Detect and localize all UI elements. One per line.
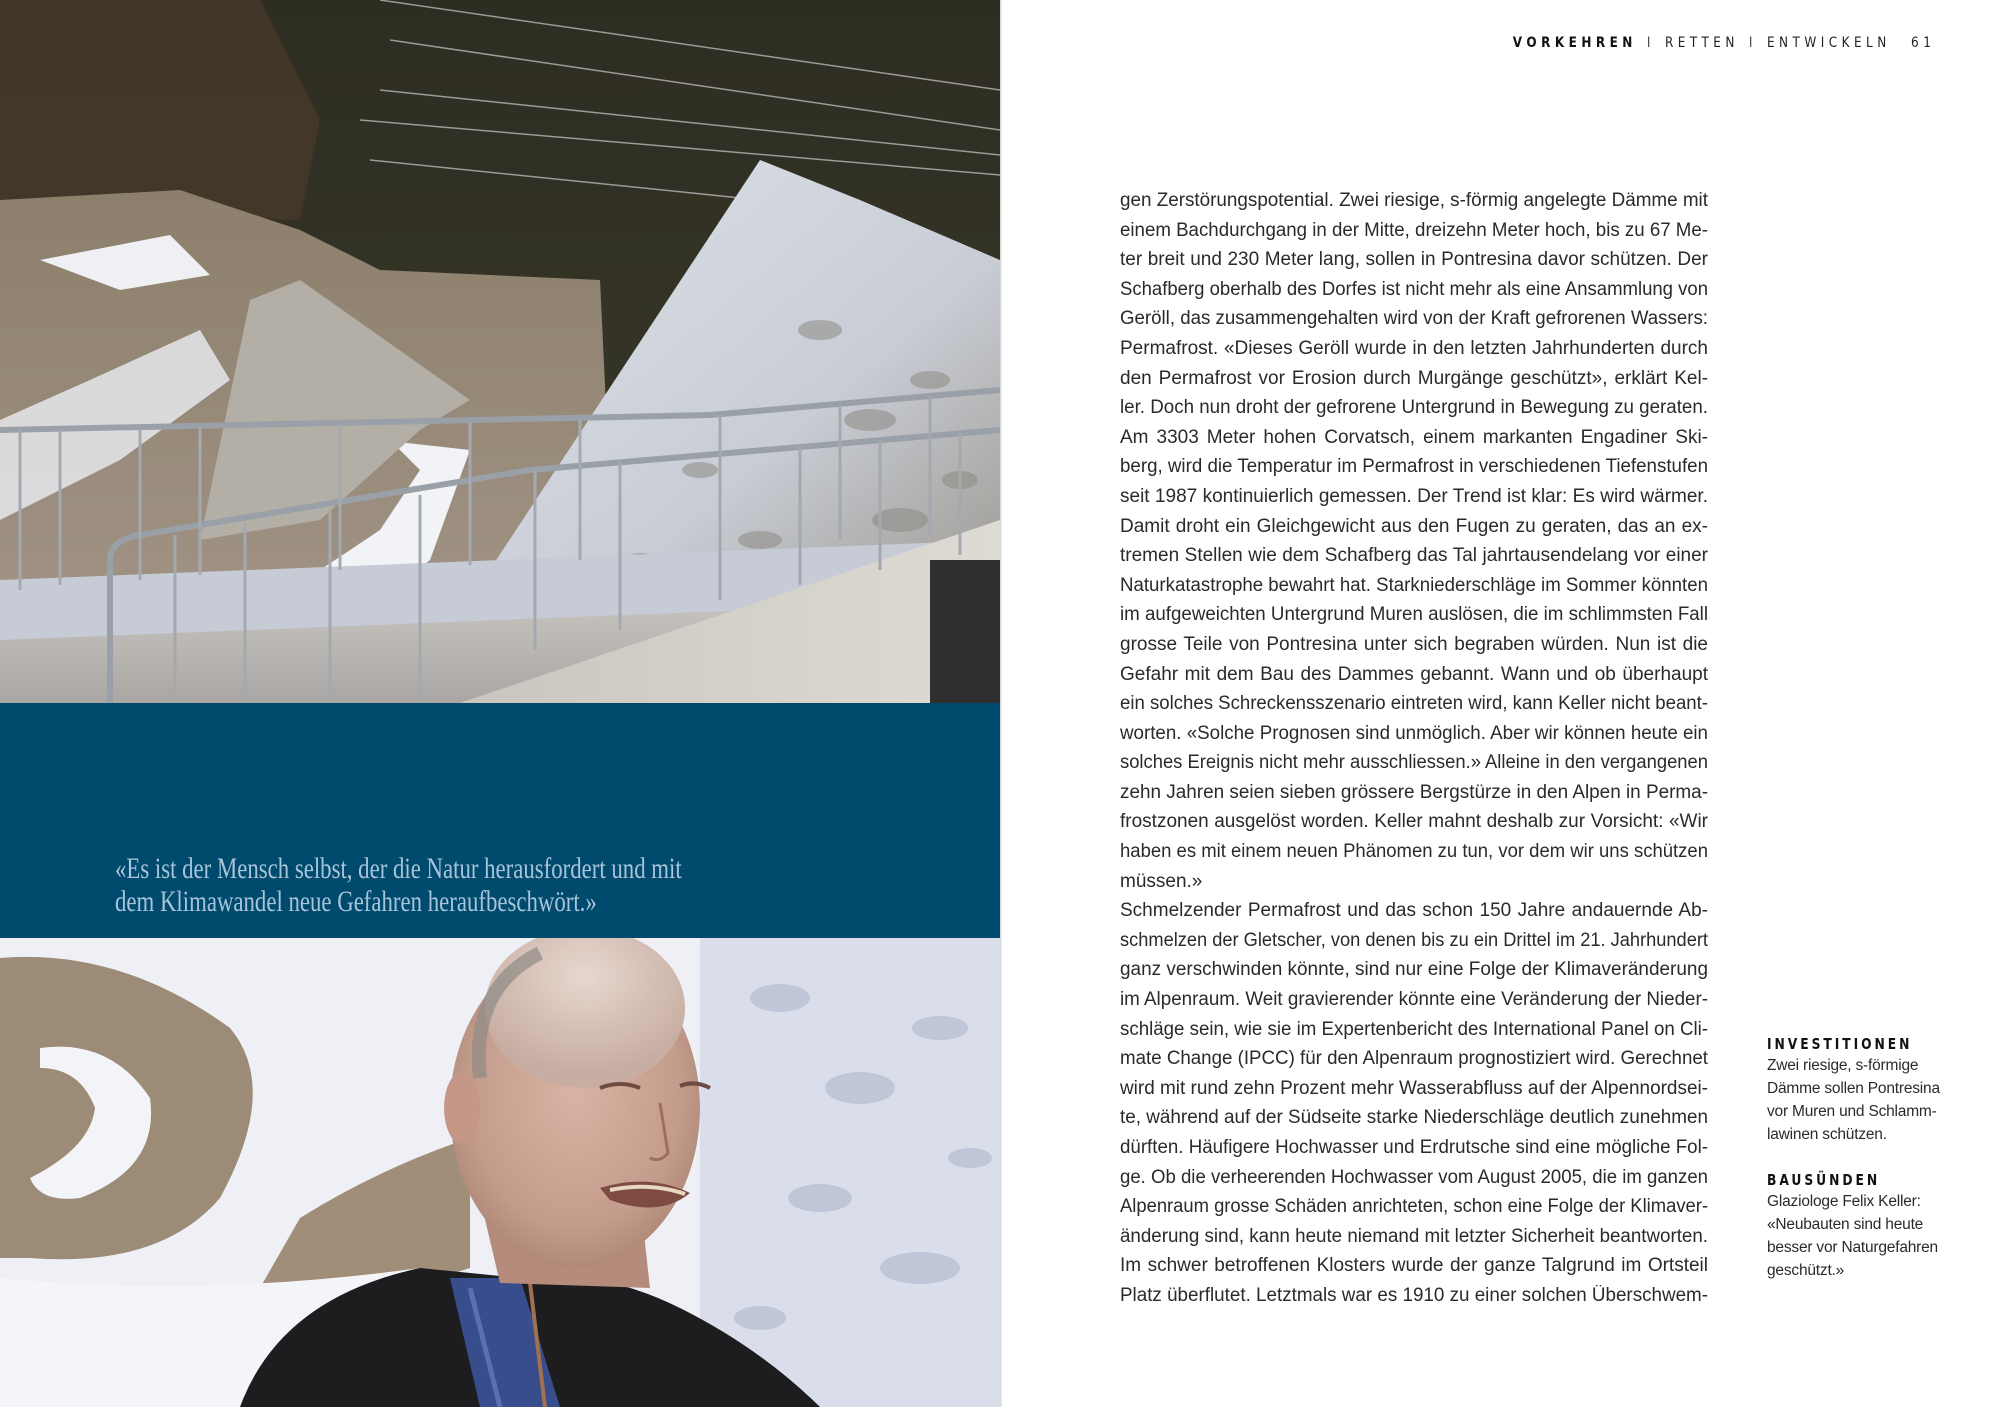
sidebar-note-line: «Neubauten sind heute bbox=[1767, 1216, 1924, 1233]
running-header bbox=[1512, 35, 1935, 51]
body-text-line: tremen Stellen wie dem Schafberg das Tal jahrtausendelang vor einer bbox=[1120, 545, 1708, 567]
body-text-line: Damit droht ein Gleichgewicht aus den Fugen zu geraten, das an ex- bbox=[1120, 515, 1708, 537]
header-section-retten: RETTEN bbox=[1664, 35, 1739, 51]
sidebar-note-line: lawinen schützen. bbox=[1767, 1126, 1887, 1143]
body-text-line: Schmelzender Permafrost und das schon 150 Jahre andauernde Ab- bbox=[1120, 900, 1708, 922]
header-separator: I bbox=[1646, 35, 1655, 51]
body-text-line: wird mit rund zehn Prozent mehr Wasserabfluss auf der Alpennordsei- bbox=[1120, 1077, 1708, 1099]
body-text-line: Alpenraum grosse Schäden anrichteten, schon eine Folge der Klimaver- bbox=[1120, 1196, 1708, 1218]
body-text-line: Naturkatastrophe bewahrt hat. Starkniederschläge im Sommer könnten bbox=[1120, 574, 1708, 596]
body-text-line: Platz überflutet. Letztmals war es 1910 zu einer solchen Überschwem- bbox=[1120, 1284, 1708, 1306]
body-text-line: gen Zerstörungspotential. Zwei riesige, s-förmig angelegte Dämme mit bbox=[1120, 190, 1708, 211]
sidebar-note-bausünden bbox=[1767, 1170, 1967, 1282]
header-section-vorkehren: VORKEHREN bbox=[1512, 35, 1637, 51]
body-text-line: ler. Doch nun droht der gefrorene Untergrund in Bewegung zu geraten. bbox=[1120, 397, 1708, 419]
photo-dam-icon bbox=[0, 0, 1000, 703]
body-text-line: Gefahr mit dem Bau des Dammes gebannt. Wann und ob überhaupt bbox=[1120, 663, 1708, 685]
sidebar-note-heading: INVESTITIONEN bbox=[1767, 1035, 1913, 1053]
sidebar-notes bbox=[1767, 1034, 1967, 1306]
body-text-line: ganz verschwinden könnte, sind nur eine Folge der Klimaveränderung bbox=[1120, 959, 1708, 981]
body-text-line: grosse Teile von Pontresina unter sich begraben würden. Nun ist die bbox=[1120, 633, 1708, 655]
page-gutter bbox=[1000, 0, 1003, 1407]
body-text-line: schläge sein, wie sie im Expertenbericht des International Panel on Cli- bbox=[1120, 1018, 1708, 1040]
body-text-line: müssen.» bbox=[1120, 870, 1203, 892]
article-body-column bbox=[1120, 186, 1708, 1311]
photo-dam-railing bbox=[0, 0, 1000, 703]
body-text-line: Schafberg oberhalb des Dorfes ist nicht mehr als eine Ansammlung von bbox=[1120, 278, 1708, 300]
sidebar-note-investitionen bbox=[1767, 1034, 1967, 1146]
body-text-line: dürften. Häufigere Hochwasser und Erdrutsche sind eine mögliche Fol- bbox=[1120, 1137, 1708, 1158]
body-text-line: Am 3303 Meter hohen Corvatsch, einem markanten Engadiner Ski- bbox=[1120, 426, 1708, 448]
body-text-line: änderung sind, kann heute niemand mit letzter Sicherheit beantworten. bbox=[1120, 1225, 1708, 1247]
pull-quote-line: dem Klimawandel neue Gefahren heraufbeschwört.» bbox=[115, 885, 597, 918]
sidebar-note-line: besser vor Naturgefahren bbox=[1767, 1239, 1938, 1256]
body-text-line: zehn Jahren seien sieben grössere Bergstürze in den Alpen in Perma- bbox=[1120, 781, 1708, 803]
body-text-line: worten. «Solche Prognosen sind unmöglich. Aber wir können heute ein bbox=[1120, 722, 1708, 744]
photo-portrait-felix-keller bbox=[0, 938, 1000, 1407]
body-text-line: einem Bachdurchgang in der Mitte, dreizehn Meter hoch, bis zu 67 Me- bbox=[1120, 219, 1708, 241]
pull-quote-line: «Es ist der Mensch selbst, der die Natur herausfordert und mit bbox=[115, 852, 682, 885]
sidebar-note-line: geschützt.» bbox=[1767, 1262, 1845, 1279]
body-text-line: ein solches Schreckensszenario eintreten wird, kann Keller nicht beant- bbox=[1120, 693, 1708, 715]
body-text-line: ter breit und 230 Meter lang, sollen in Pontresina davor schützen. Der bbox=[1120, 249, 1708, 271]
body-text-line: mate Change (IPCC) für den Alpenraum prognostiziert wird. Gerechnet bbox=[1120, 1048, 1708, 1070]
body-text-line: den Permafrost vor Erosion durch Murgänge geschützt», erklärt Kel- bbox=[1120, 367, 1708, 389]
body-text-line: Im schwer betroffenen Klosters wurde der ganze Talgrund im Ortsteil bbox=[1120, 1255, 1708, 1277]
body-text-line: Geröll, das zusammengehalten wird von der Kraft gefrorenen Wassers: bbox=[1120, 308, 1708, 330]
body-text-line: solches Ereignis nicht mehr ausschliessen.» Alleine in den vergangenen bbox=[1120, 752, 1708, 774]
body-text-line: frostzonen ausgelöst worden. Keller mahnt deshalb zur Vorsicht: «Wir bbox=[1120, 811, 1708, 833]
pull-quote bbox=[115, 852, 951, 918]
body-text-line: im aufgeweichten Untergrund Muren auslösen, die im schlimmsten Fall bbox=[1120, 604, 1708, 626]
sidebar-note-line: Glaziologe Felix Keller: bbox=[1767, 1193, 1921, 1210]
page-number: 61 bbox=[1910, 35, 1935, 51]
sidebar-note-line: Zwei riesige, s-förmige bbox=[1767, 1057, 1919, 1074]
body-text-line: im Alpenraum. Weit gravierender könnte eine Veränderung der Nieder- bbox=[1120, 989, 1708, 1011]
body-text-line: berg, wird die Temperatur im Permafrost in verschiedenen Tiefenstufen bbox=[1120, 456, 1708, 478]
body-text-line: ge. Ob die verheerenden Hochwasser vom August 2005, die im ganzen bbox=[1120, 1166, 1708, 1188]
body-text-line: te, während auf der Südseite starke Niederschläge deutlich zunehmen bbox=[1120, 1107, 1708, 1129]
body-text-line: schmelzen der Gletscher, von denen bis zu ein Drittel im 21. Jahrhundert bbox=[1120, 929, 1708, 951]
sidebar-note-heading: BAUSÜNDEN bbox=[1767, 1171, 1881, 1189]
sidebar-note-line: Dämme sollen Pontresina bbox=[1767, 1080, 1940, 1097]
header-separator: I bbox=[1748, 35, 1757, 51]
sidebar-note-line: vor Muren und Schlamm- bbox=[1767, 1103, 1937, 1120]
photo-portrait-icon bbox=[0, 938, 1000, 1407]
body-text-line: haben es mit einem neuen Phänomen zu tun, vor dem wir uns schützen bbox=[1120, 841, 1708, 863]
header-section-entwickeln: ENTWICKELN bbox=[1766, 35, 1891, 51]
body-text-line: seit 1987 kontinuierlich gemessen. Der Trend ist klar: Es wird wärmer. bbox=[1120, 485, 1708, 507]
body-text-line: Permafrost. «Dieses Geröll wurde in den letzten Jahrhunderten durch bbox=[1120, 337, 1708, 359]
